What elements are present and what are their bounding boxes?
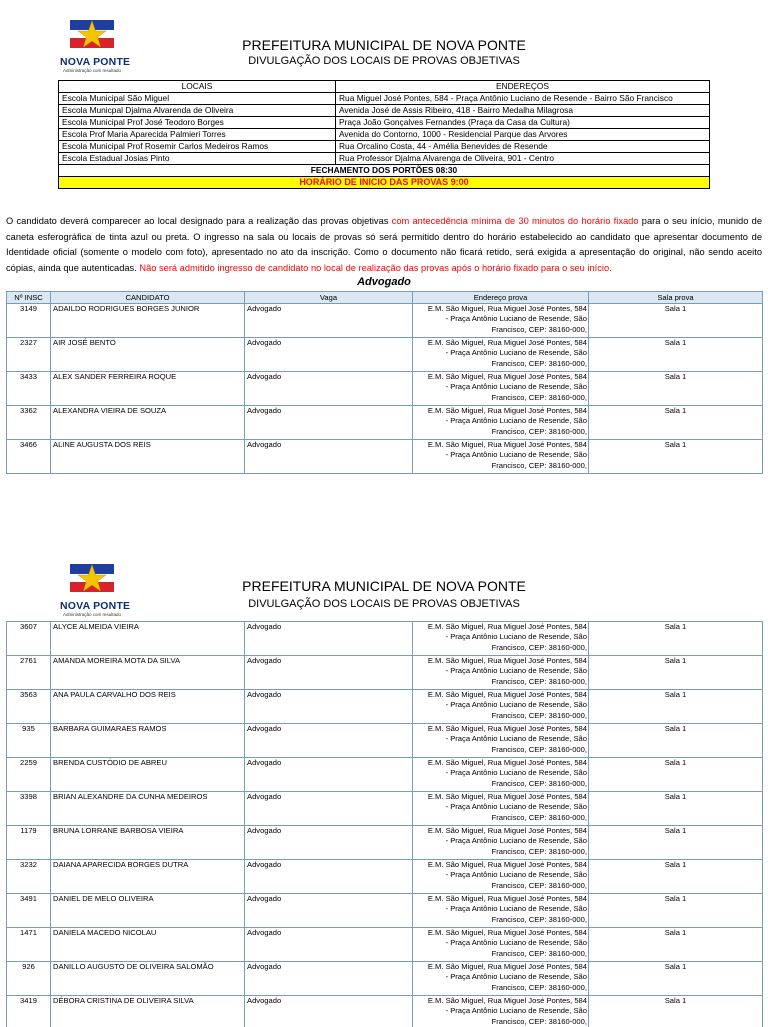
candidate-exam-address bbox=[413, 792, 589, 826]
candidate-row bbox=[7, 622, 763, 656]
section-title: Advogado bbox=[0, 276, 768, 288]
candidate-room: Sala 1 bbox=[589, 622, 763, 656]
candidate-exam-address bbox=[413, 860, 589, 894]
address-line: - Praça Antônio Luciano de Resende, São bbox=[415, 870, 587, 880]
address-line: Francisco, CEP: 38160-000, bbox=[415, 677, 587, 687]
logo-slogan: Administração com resultado bbox=[56, 612, 128, 617]
location-row bbox=[59, 93, 710, 105]
candidate-room: Sala 1 bbox=[589, 962, 763, 996]
candidate-row bbox=[7, 962, 763, 996]
address-line: Francisco, CEP: 38160-000, bbox=[415, 461, 587, 471]
location-name: Escola Municipal São Miguel bbox=[59, 93, 336, 105]
location-address: Rua Professor Djalma Alvarenga de Oliveira, 901 - Centro bbox=[336, 153, 710, 165]
candidate-row bbox=[7, 304, 763, 338]
page-title-page2: PREFEITURA MUNICIPAL DE NOVA PONTE bbox=[0, 578, 768, 594]
address-line: - Praça Antônio Luciano de Resende, São bbox=[415, 904, 587, 914]
candidate-name: DÉBORA CRISTINA DE OLIVEIRA SILVA bbox=[51, 996, 245, 1027]
address-line: E.M. São Miguel, Rua Miguel José Pontes, 584 bbox=[415, 622, 587, 632]
candidate-insc: 2259 bbox=[7, 758, 51, 792]
candidate-vaga: Advogado bbox=[245, 622, 413, 656]
candidates-table-page1 bbox=[6, 291, 763, 474]
address-line: - Praça Antônio Luciano de Resende, São bbox=[415, 734, 587, 744]
locations-header-row bbox=[59, 81, 710, 93]
location-row bbox=[59, 117, 710, 129]
location-row bbox=[59, 105, 710, 117]
candidate-room: Sala 1 bbox=[589, 406, 763, 440]
notice-text-4: Não será admitido ingresso de candidato no local de realização das provas após o horário fixado para o seu início. bbox=[139, 263, 611, 273]
candidate-exam-address bbox=[413, 962, 589, 996]
candidate-room: Sala 1 bbox=[589, 440, 763, 474]
candidate-row bbox=[7, 928, 763, 962]
candidate-name: ALEXANDRA VIEIRA DE SOUZA bbox=[51, 406, 245, 440]
candidate-exam-address bbox=[413, 622, 589, 656]
address-line: - Praça Antônio Luciano de Resende, São bbox=[415, 416, 587, 426]
candidate-insc: 3563 bbox=[7, 690, 51, 724]
candidates-header-row bbox=[7, 292, 763, 304]
candidate-insc: 3491 bbox=[7, 894, 51, 928]
candidate-room: Sala 1 bbox=[589, 372, 763, 406]
candidate-insc: 3607 bbox=[7, 622, 51, 656]
logo-name: NOVA PONTE bbox=[60, 56, 124, 68]
address-line: - Praça Antônio Luciano de Resende, São bbox=[415, 382, 587, 392]
location-row bbox=[59, 153, 710, 165]
header-candidato: CANDIDATO bbox=[51, 292, 245, 304]
address-line: E.M. São Miguel, Rua Miguel José Pontes, 584 bbox=[415, 656, 587, 666]
header-enderecos: ENDEREÇOS bbox=[336, 81, 710, 93]
candidate-row bbox=[7, 440, 763, 474]
candidate-room: Sala 1 bbox=[589, 928, 763, 962]
address-line: E.M. São Miguel, Rua Miguel José Pontes, 584 bbox=[415, 894, 587, 904]
candidate-insc: 3232 bbox=[7, 860, 51, 894]
address-line: Francisco, CEP: 38160-000, bbox=[415, 745, 587, 755]
location-name: Escola Estadual Josias Pinto bbox=[59, 153, 336, 165]
candidate-exam-address bbox=[413, 724, 589, 758]
candidate-exam-address bbox=[413, 996, 589, 1027]
address-line: E.M. São Miguel, Rua Miguel José Pontes, 584 bbox=[415, 826, 587, 836]
candidate-insc: 3419 bbox=[7, 996, 51, 1027]
candidate-name: ALINE AUGUSTA DOS REIS bbox=[51, 440, 245, 474]
header-endereco: Endereço prova bbox=[413, 292, 589, 304]
location-address: Praça João Gonçalves Fernandes (Praça da Casa da Cultura) bbox=[336, 117, 710, 129]
candidate-room: Sala 1 bbox=[589, 894, 763, 928]
candidate-vaga: Advogado bbox=[245, 690, 413, 724]
candidate-vaga: Advogado bbox=[245, 962, 413, 996]
header-sala: Sala prova bbox=[589, 292, 763, 304]
candidate-vaga: Advogado bbox=[245, 656, 413, 690]
candidate-insc: 1179 bbox=[7, 826, 51, 860]
gate-closing-row bbox=[59, 165, 710, 177]
candidate-vaga: Advogado bbox=[245, 304, 413, 338]
candidate-vaga: Advogado bbox=[245, 996, 413, 1027]
candidate-room: Sala 1 bbox=[589, 826, 763, 860]
candidate-insc: 2327 bbox=[7, 338, 51, 372]
candidate-insc: 3362 bbox=[7, 406, 51, 440]
candidate-row bbox=[7, 724, 763, 758]
candidate-room: Sala 1 bbox=[589, 724, 763, 758]
address-line: - Praça Antônio Luciano de Resende, São bbox=[415, 836, 587, 846]
candidate-insc: 935 bbox=[7, 724, 51, 758]
candidate-row bbox=[7, 338, 763, 372]
candidate-name: BRENDA CUSTÓDIO DE ABREU bbox=[51, 758, 245, 792]
exam-start-row bbox=[59, 177, 710, 189]
header-vaga: Vaga bbox=[245, 292, 413, 304]
address-line: Francisco, CEP: 38160-000, bbox=[415, 643, 587, 653]
header-locais: LOCAIS bbox=[59, 81, 336, 93]
candidate-room: Sala 1 bbox=[589, 690, 763, 724]
address-line: Francisco, CEP: 38160-000, bbox=[415, 359, 587, 369]
candidate-name: BRUNA LORRANE BARBOSA VIEIRA bbox=[51, 826, 245, 860]
address-line: Francisco, CEP: 38160-000, bbox=[415, 711, 587, 721]
address-line: Francisco, CEP: 38160-000, bbox=[415, 1017, 587, 1027]
candidate-insc: 3398 bbox=[7, 792, 51, 826]
candidate-row bbox=[7, 656, 763, 690]
candidates-table-page2 bbox=[6, 621, 763, 1027]
candidate-name: ALYCE ALMEIDA VIEIRA bbox=[51, 622, 245, 656]
page-title: PREFEITURA MUNICIPAL DE NOVA PONTE bbox=[0, 37, 768, 53]
candidate-room: Sala 1 bbox=[589, 656, 763, 690]
candidate-exam-address bbox=[413, 894, 589, 928]
instructions-paragraph bbox=[6, 214, 762, 276]
address-line: Francisco, CEP: 38160-000, bbox=[415, 847, 587, 857]
address-line: Francisco, CEP: 38160-000, bbox=[415, 915, 587, 925]
address-line: - Praça Antônio Luciano de Resende, São bbox=[415, 938, 587, 948]
candidate-insc: 926 bbox=[7, 962, 51, 996]
candidate-name: ALEX SANDER FERREIRA ROQUE bbox=[51, 372, 245, 406]
logo-name: NOVA PONTE bbox=[60, 600, 124, 612]
candidate-room: Sala 1 bbox=[589, 758, 763, 792]
candidate-exam-address bbox=[413, 758, 589, 792]
candidate-vaga: Advogado bbox=[245, 372, 413, 406]
address-line: Francisco, CEP: 38160-000, bbox=[415, 325, 587, 335]
candidate-row bbox=[7, 996, 763, 1027]
candidate-exam-address bbox=[413, 406, 589, 440]
address-line: E.M. São Miguel, Rua Miguel José Pontes, 584 bbox=[415, 406, 587, 416]
page-subtitle: DIVULGAÇÃO DOS LOCAIS DE PROVAS OBJETIVAS bbox=[0, 55, 768, 67]
address-line: Francisco, CEP: 38160-000, bbox=[415, 779, 587, 789]
address-line: Francisco, CEP: 38160-000, bbox=[415, 881, 587, 891]
candidate-row bbox=[7, 860, 763, 894]
candidate-vaga: Advogado bbox=[245, 826, 413, 860]
address-line: - Praça Antônio Luciano de Resende, São bbox=[415, 666, 587, 676]
location-name: Escola Prof Maria Aparecida Palmieri Torres bbox=[59, 129, 336, 141]
address-line: Francisco, CEP: 38160-000, bbox=[415, 813, 587, 823]
candidate-exam-address bbox=[413, 338, 589, 372]
address-line: - Praça Antônio Luciano de Resende, São bbox=[415, 700, 587, 710]
address-line: E.M. São Miguel, Rua Miguel José Pontes, 584 bbox=[415, 996, 587, 1006]
candidate-room: Sala 1 bbox=[589, 304, 763, 338]
address-line: Francisco, CEP: 38160-000, bbox=[415, 427, 587, 437]
address-line: E.M. São Miguel, Rua Miguel José Pontes, 584 bbox=[415, 724, 587, 734]
candidate-vaga: Advogado bbox=[245, 440, 413, 474]
candidate-row bbox=[7, 372, 763, 406]
location-row bbox=[59, 129, 710, 141]
address-line: - Praça Antônio Luciano de Resende, São bbox=[415, 348, 587, 358]
address-line: - Praça Antônio Luciano de Resende, São bbox=[415, 314, 587, 324]
address-line: E.M. São Miguel, Rua Miguel José Pontes, 584 bbox=[415, 860, 587, 870]
address-line: - Praça Antônio Luciano de Resende, São bbox=[415, 632, 587, 642]
address-line: E.M. São Miguel, Rua Miguel José Pontes, 584 bbox=[415, 792, 587, 802]
candidate-row bbox=[7, 826, 763, 860]
address-line: E.M. São Miguel, Rua Miguel José Pontes, 584 bbox=[415, 338, 587, 348]
address-line: - Praça Antônio Luciano de Resende, São bbox=[415, 972, 587, 982]
logo-slogan: Administração com resultado bbox=[56, 68, 128, 73]
candidate-vaga: Advogado bbox=[245, 758, 413, 792]
location-address: Rua Miguel José Pontes, 584 - Praça Antônio Luciano de Resende - Bairro São Francisco bbox=[336, 93, 710, 105]
location-row bbox=[59, 141, 710, 153]
location-name: Escola Municpal Djalma Alvarenda de Oliveira bbox=[59, 105, 336, 117]
candidate-insc: 1471 bbox=[7, 928, 51, 962]
address-line: - Praça Antônio Luciano de Resende, São bbox=[415, 802, 587, 812]
address-line: E.M. São Miguel, Rua Miguel José Pontes, 584 bbox=[415, 962, 587, 972]
location-name: Escola Municipal Prof Rosemir Carlos Medeiros Ramos bbox=[59, 141, 336, 153]
candidate-exam-address bbox=[413, 440, 589, 474]
gate-closing-text: FECHAMENTO DOS PORTÕES 08:30 bbox=[59, 165, 710, 177]
location-address: Rua Orcalino Costa, 44 - Amélia Benevides de Resende bbox=[336, 141, 710, 153]
header-insc: Nº INSC bbox=[7, 292, 51, 304]
candidate-vaga: Advogado bbox=[245, 406, 413, 440]
exam-start-text: HORÁRIO DE INICIO DAS PROVAS 9:00 bbox=[59, 177, 710, 189]
candidate-name: AIR JOSÉ BENTO bbox=[51, 338, 245, 372]
address-line: - Praça Antônio Luciano de Resende, São bbox=[415, 768, 587, 778]
locations-table bbox=[58, 80, 710, 189]
candidate-room: Sala 1 bbox=[589, 996, 763, 1027]
candidate-vaga: Advogado bbox=[245, 338, 413, 372]
page-subtitle-page2: DIVULGAÇÃO DOS LOCAIS DE PROVAS OBJETIVAS bbox=[0, 598, 768, 610]
location-address: Avenida José de Assis Ribeiro, 418 - Bairro Medalha Milagrosa bbox=[336, 105, 710, 117]
candidate-name: BARBARA GUIMARAES RAMOS bbox=[51, 724, 245, 758]
candidate-exam-address bbox=[413, 690, 589, 724]
candidate-vaga: Advogado bbox=[245, 894, 413, 928]
candidate-insc: 2761 bbox=[7, 656, 51, 690]
candidate-vaga: Advogado bbox=[245, 724, 413, 758]
candidate-name: ANA PAULA CARVALHO DOS REIS bbox=[51, 690, 245, 724]
address-line: Francisco, CEP: 38160-000, bbox=[415, 949, 587, 959]
candidate-name: DAIANA APARECIDA BORGES DUTRA bbox=[51, 860, 245, 894]
candidate-exam-address bbox=[413, 304, 589, 338]
candidate-insc: 3149 bbox=[7, 304, 51, 338]
notice-text-2: com antecedência mínima de 30 minutos do horário fixado bbox=[392, 216, 639, 226]
candidate-insc: 3466 bbox=[7, 440, 51, 474]
location-address: Avenida do Contorno, 1000 - Residencial Parque das Arvores bbox=[336, 129, 710, 141]
location-name: Escola Municipal Prof José Teodoro Borges bbox=[59, 117, 336, 129]
candidate-name: DANILLO AUGUSTO DE OLIVEIRA SALOMÃO bbox=[51, 962, 245, 996]
address-line: E.M. São Miguel, Rua Miguel José Pontes, 584 bbox=[415, 372, 587, 382]
address-line: Francisco, CEP: 38160-000, bbox=[415, 393, 587, 403]
candidate-row bbox=[7, 758, 763, 792]
candidate-name: BRIAN ALEXANDRE DA CUNHA MEDEIROS bbox=[51, 792, 245, 826]
address-line: E.M. São Miguel, Rua Miguel José Pontes, 584 bbox=[415, 304, 587, 314]
address-line: - Praça Antônio Luciano de Resende, São bbox=[415, 1006, 587, 1016]
candidate-room: Sala 1 bbox=[589, 338, 763, 372]
candidate-name: DANIEL DE MELO OLIVEIRA bbox=[51, 894, 245, 928]
address-line: - Praça Antônio Luciano de Resende, São bbox=[415, 450, 587, 460]
candidate-name: AMANDA MOREIRA MOTA DA SILVA bbox=[51, 656, 245, 690]
candidate-exam-address bbox=[413, 656, 589, 690]
candidate-vaga: Advogado bbox=[245, 860, 413, 894]
address-line: E.M. São Miguel, Rua Miguel José Pontes, 584 bbox=[415, 440, 587, 450]
notice-text-3: para o seu início, munido de caneta esferográfica de tinta azul ou preta. O ingresso na sala ou locais de provas só será permitido dentro do horário estabelecido ao candidato que apresentar documento de Identidade oficial (somente o modelo com foto), apresentado no ato da inscrição. Como o documento não ficará retido, será exigida a apresentação do original, não sendo aceito cópias, ainda que autenticadas. bbox=[6, 216, 762, 273]
candidate-row bbox=[7, 894, 763, 928]
notice-text-1: O candidato deverá comparecer ao local designado para a realização das provas objetivas bbox=[6, 216, 392, 226]
candidate-row bbox=[7, 792, 763, 826]
address-line: E.M. São Miguel, Rua Miguel José Pontes, 584 bbox=[415, 690, 587, 700]
address-line: Francisco, CEP: 38160-000, bbox=[415, 983, 587, 993]
candidate-exam-address bbox=[413, 826, 589, 860]
candidate-row bbox=[7, 690, 763, 724]
candidate-row bbox=[7, 406, 763, 440]
candidate-exam-address bbox=[413, 928, 589, 962]
candidate-insc: 3433 bbox=[7, 372, 51, 406]
candidate-vaga: Advogado bbox=[245, 928, 413, 962]
address-line: E.M. São Miguel, Rua Miguel José Pontes, 584 bbox=[415, 758, 587, 768]
address-line: E.M. São Miguel, Rua Miguel José Pontes, 584 bbox=[415, 928, 587, 938]
candidate-room: Sala 1 bbox=[589, 792, 763, 826]
candidate-name: DANIELA MACEDO NICOLAU bbox=[51, 928, 245, 962]
candidate-name: ADAILDO RODRIGUES BORGES JUNIOR bbox=[51, 304, 245, 338]
candidate-room: Sala 1 bbox=[589, 860, 763, 894]
candidate-vaga: Advogado bbox=[245, 792, 413, 826]
candidate-exam-address bbox=[413, 372, 589, 406]
